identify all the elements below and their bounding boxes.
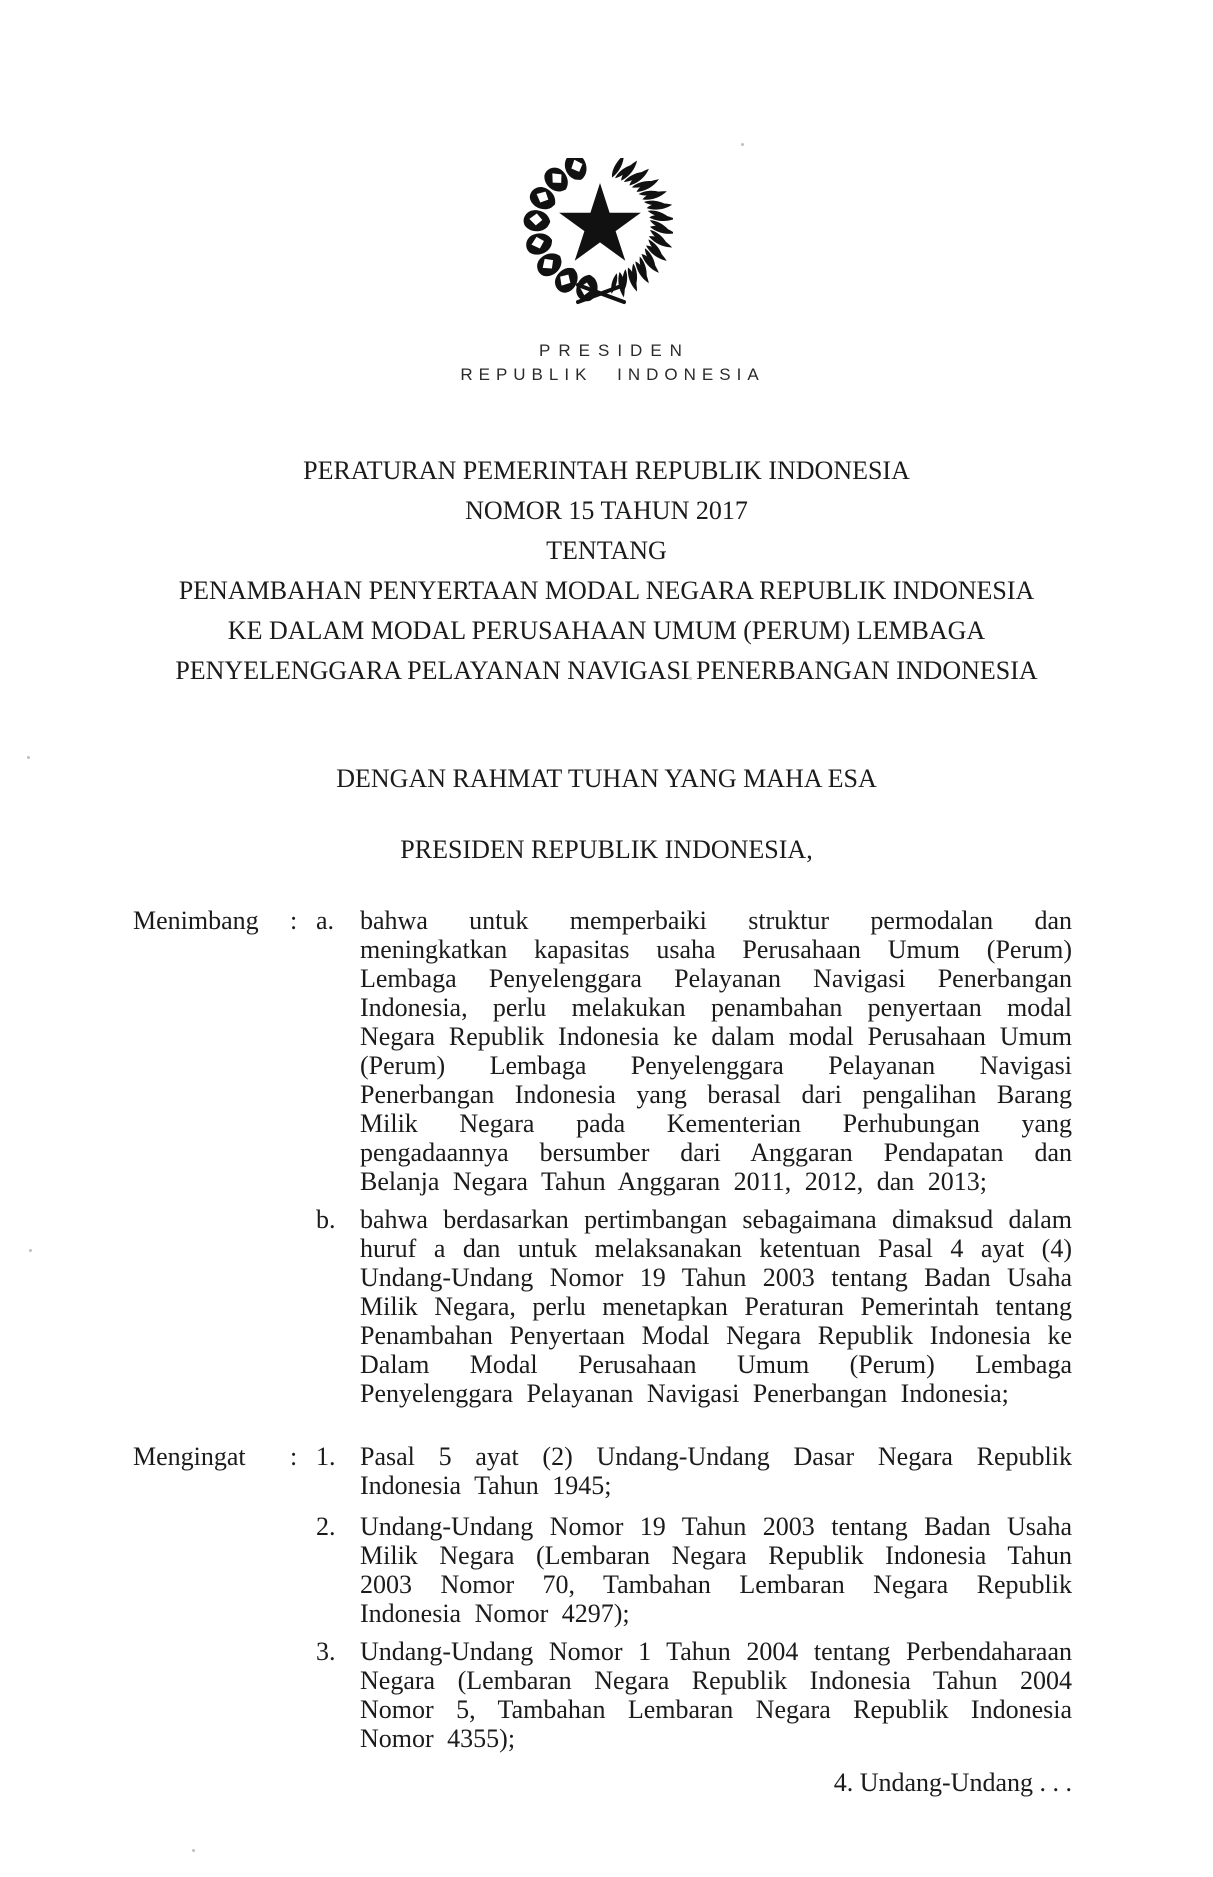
clause-text: bahwa berdasarkan pertimbangan sebagaimana dimaksud dalam huruf a dan untuk melaksanakan ketentuan Pasal 4 ayat (4) Undang-Undang Nomor 19 Tahun 2003 tentang Badan Usaha Milik Negara, perlu menetapkan Peraturan Pemerintah tentang Penambahan Penyertaan Modal Negara Republik Indonesia ke Dalam Modal Perusahaan Umum (Perum) Lembaga Penyelenggara Pelayanan Navigasi Penerbangan Indonesia; <box>360 1205 1072 1408</box>
title-line-regulation: PERATURAN PEMERINTAH REPUBLIK INDONESIA <box>303 456 910 485</box>
title-line-tentang: TENTANG <box>546 536 667 565</box>
clause-marker: 3. <box>316 1637 336 1666</box>
recalling-clause-1 <box>0 1442 1213 1500</box>
title-line-subject-3: PENYELENGGARA PELAYANAN NAVIGASI PENERBANGAN INDONESIA <box>175 656 1038 685</box>
scan-speck <box>192 1849 195 1852</box>
scan-speck <box>689 677 692 680</box>
clause-text: Undang-Undang Nomor 19 Tahun 2003 tentang Badan Usaha Milik Negara (Lembaran Negara Republik Indonesia Tahun 2003 Nomor 70, Tambahan Lembaran Negara Republik Indonesia Nomor 4297); <box>360 1512 1072 1628</box>
clause-text: Pasal 5 ayat (2) Undang-Undang Dasar Negara Republik Indonesia Tahun 1945; <box>360 1442 1072 1500</box>
letterhead-republik-indonesia: REPUBLIK INDONESIA <box>460 365 765 384</box>
scan-speck <box>741 143 744 146</box>
recalling-clause-3 <box>0 1637 1213 1753</box>
considering-clause-a <box>0 906 1213 1196</box>
invocation-line: DENGAN RAHMAT TUHAN YANG MAHA ESA <box>336 764 877 793</box>
clause-marker: 1. <box>316 1442 336 1471</box>
clause-text: Undang-Undang Nomor 1 Tahun 2004 tentang Perbendaharaan Negara (Lembaran Negara Republik Indonesia Tahun 2004 Nomor 5, Tambahan Lembaran Negara Republik Indonesia Nomor 4355); <box>360 1637 1072 1753</box>
presidential-emblem-icon <box>523 158 673 306</box>
document-title <box>0 451 1213 691</box>
authority-line: PRESIDEN REPUBLIK INDONESIA, <box>400 835 813 864</box>
title-line-subject-1: PENAMBAHAN PENYERTAAN MODAL NEGARA REPUBLIK INDONESIA <box>178 576 1035 605</box>
title-line-subject-2: KE DALAM MODAL PERUSAHAAN UMUM (PERUM) LEMBAGA <box>227 616 986 645</box>
title-line-number: NOMOR 15 TAHUN 2017 <box>465 496 748 525</box>
clause-marker: b. <box>316 1205 336 1234</box>
clause-text: bahwa untuk memperbaiki struktur permodalan dan meningkatkan kapasitas usaha Perusahaan Umum (Perum) Lembaga Penyelenggara Pelayanan Navigasi Penerbangan Indonesia, perlu melakukan penambahan penyertaan modal Negara Republik Indonesia ke dalam modal Perusahaan Umum (Perum) Lembaga Penyelenggara Pelayanan Navigasi Penerbangan Indonesia yang berasal dari pengalihan Barang Milik Negara pada Kementerian Perhubungan yang pengadaannya bersumber dari Anggaran Pendapatan dan Belanja Negara Tahun Anggaran 2011, 2012, dan 2013; <box>360 906 1072 1196</box>
star-icon <box>559 183 641 261</box>
considering-colon: : <box>290 906 298 935</box>
considering-clause-b <box>0 1205 1213 1408</box>
clause-marker: 2. <box>316 1512 336 1541</box>
scan-speck <box>27 756 30 759</box>
considering-label: Menimbang <box>133 906 259 935</box>
recalling-clause-2 <box>0 1512 1213 1628</box>
recalling-label: Mengingat <box>133 1442 246 1471</box>
recalling-colon: : <box>290 1442 298 1471</box>
scan-speck <box>29 1249 32 1252</box>
letterhead-presiden: PRESIDEN <box>539 341 690 360</box>
clause-marker: a. <box>316 906 335 935</box>
catchword-continuation: 4. Undang-Undang . . . <box>833 1768 1072 1797</box>
